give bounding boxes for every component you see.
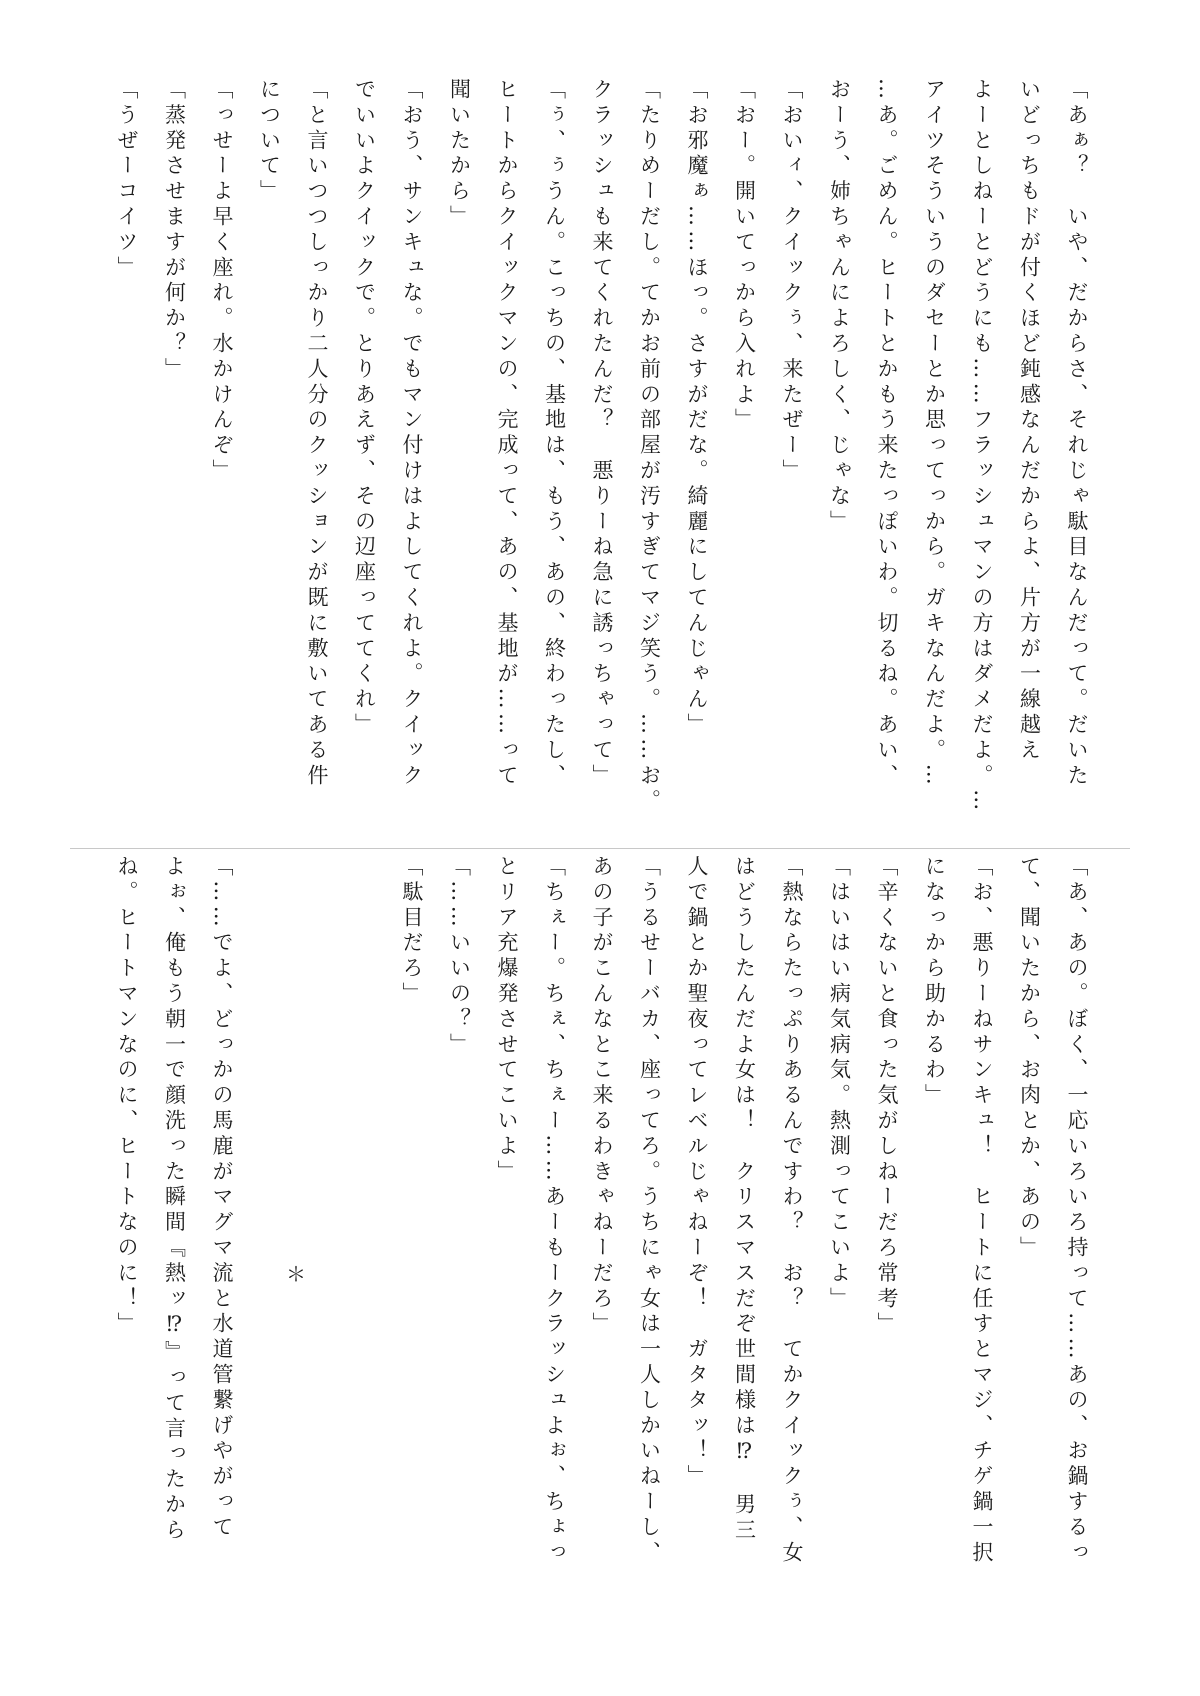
text-line: 「お邪魔ぁ……ほっ。さすがだな。綺麗にしてんじゃん」 bbox=[685, 78, 709, 739]
text-line: 「と言いつつしっかり二人分のクッションが既に敷いてある件 bbox=[305, 78, 329, 790]
text-line: …あ。ごめん。ヒートとかもう来たっぽいわ。切るね。あい、 bbox=[875, 78, 899, 790]
scene-break-asterisk: ＊ bbox=[286, 1262, 306, 1286]
text-line: 人で鍋とか聖夜ってレベルじゃねーぞ！ ガタタッ！」 bbox=[685, 855, 709, 1490]
text-line: 「あぁ？ いや、だからさ、それじゃ駄目なんだって。だいた bbox=[1065, 78, 1089, 790]
text-line: 「おー。開いてっから入れよ」 bbox=[732, 78, 757, 434]
text-line: あの子がこんなとこ来るわきゃねーだろ」 bbox=[590, 855, 614, 1338]
text-line: ね。ヒートマンなのに、ヒートなのに！」 bbox=[115, 855, 139, 1338]
text-line: 「おう、サンキュな。でもマン付けはよしてくれよ。クイック bbox=[400, 78, 424, 790]
text-line: 「ぅ、ぅうん。こっちの、基地は、もう、あの、終わったし、 bbox=[542, 78, 567, 790]
text-line: について」 bbox=[257, 78, 282, 205]
text-line: 聞いたから」 bbox=[447, 78, 472, 231]
text-line bbox=[245, 855, 293, 1615]
text-line: よーとしねーとどうにも……フラッシュマンの方はダメだよ。… bbox=[970, 78, 994, 815]
section-divider bbox=[70, 848, 1130, 849]
text-line: 「……でよ、どっかの馬鹿がマグマ流と水道管繋げやがって bbox=[210, 855, 234, 1541]
upper-text-block bbox=[90, 78, 1100, 828]
text-line: 「っせーよ早く座れ。水かけんぞ」 bbox=[210, 78, 234, 485]
text-line: 「はいはい病気病気。熱測ってこいよ」 bbox=[827, 855, 852, 1313]
text-line: クラッシュも来てくれたんだ？ 悪りーね急に誘っちゃって」 bbox=[590, 78, 614, 790]
text-line: になっから助かるわ」 bbox=[922, 855, 947, 1109]
text-line: 「熱ならたっぷりあるんですわ？ お？ てかクイックぅ、女 bbox=[780, 855, 804, 1567]
text-line bbox=[293, 855, 341, 1615]
lower-text-block bbox=[90, 855, 1100, 1615]
text-line: 「うぜーコイツ」 bbox=[115, 78, 139, 282]
text-line: 「あ、あの。ぼく、一応いろいろ持って……あの、お鍋するっ bbox=[1065, 855, 1089, 1567]
text-line: アイツそういうのダセーとか思ってっから。ガキなんだよ。… bbox=[922, 78, 947, 790]
text-line: はどうしたんだよ女は！ クリスマスだぞ世間様は⁉ 男三 bbox=[732, 855, 757, 1544]
text-line: 「……いいの？」 bbox=[447, 855, 472, 1059]
text-line: 「うるせーバカ、座ってろ。うちにゃ女は一人しかいねーし、 bbox=[637, 855, 662, 1567]
text-line: 「蒸発させますが何か？」 bbox=[162, 78, 187, 383]
text-line: ヒートからクイックマンの、完成って、あの、基地が……って bbox=[495, 78, 519, 790]
text-line: 「辛くないと食った気がしねーだろ常考」 bbox=[875, 855, 899, 1338]
text-line: 「おいィ、クイックぅ、来たぜー」 bbox=[780, 78, 804, 485]
text-line: でいいよクイックで。とりあえず、その辺座っててくれ」 bbox=[352, 78, 377, 739]
text-line: よぉ、俺もう朝一で顔洗った瞬間『熱ッ⁉』って言ったから bbox=[162, 855, 187, 1544]
text-line: とリア充爆発させてこいよ」 bbox=[495, 855, 519, 1186]
text-line: て、聞いたから、お肉とか、あの」 bbox=[1017, 855, 1042, 1262]
text-line: 「ちぇー。ちぇ、ちぇー……あーもークラッシュよぉ、ちょっ bbox=[542, 855, 567, 1567]
text-line: いどっちもドが付くほど鈍感なんだからよ、片方が一線越え bbox=[1017, 78, 1042, 764]
text-line bbox=[340, 855, 388, 1615]
text-line: 「お、悪りーねサンキュ！ ヒートに任すとマジ、チゲ鍋一択 bbox=[970, 855, 994, 1567]
text-line: 「駄目だろ」 bbox=[400, 855, 424, 1008]
text-line: おーう、姉ちゃんによろしく、じゃな」 bbox=[827, 78, 852, 536]
text-line: 「たりめーだし。てかお前の部屋が汚すぎてマジ笑う。……お。 bbox=[637, 78, 662, 815]
